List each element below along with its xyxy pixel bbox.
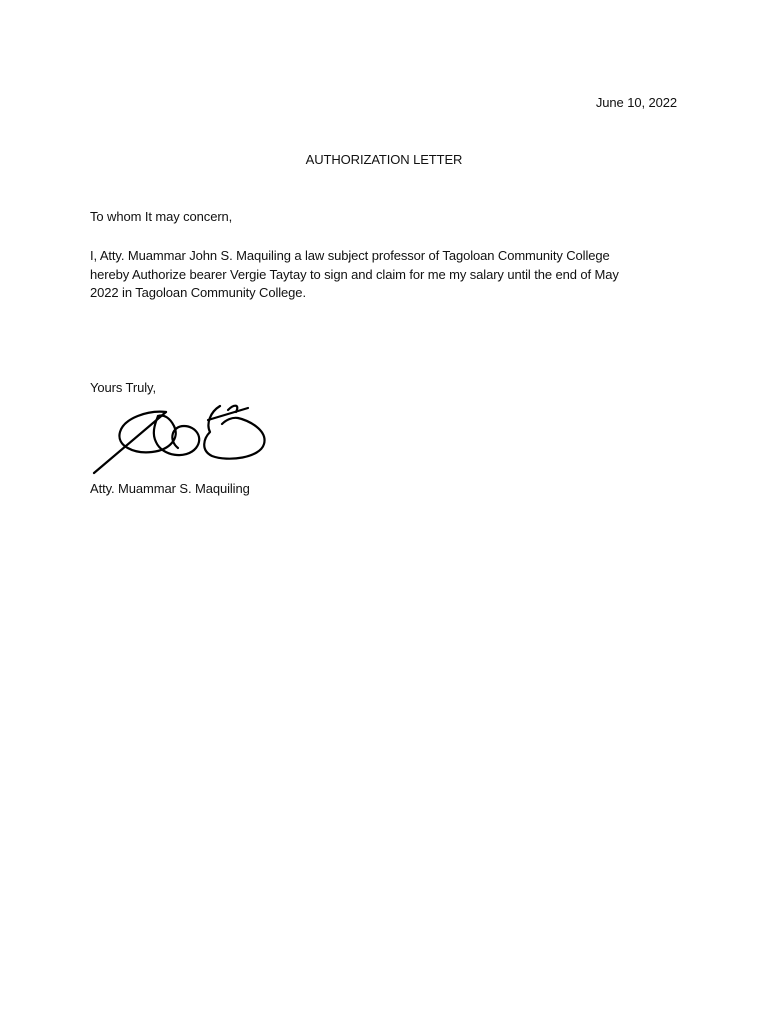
handwritten-signature-icon xyxy=(88,398,278,478)
letter-closing: Yours Truly, xyxy=(90,380,156,395)
letter-body-line: I, Atty. Muammar John S. Maquiling a law subject professor of Tagoloan Community College xyxy=(90,248,610,263)
letter-salutation: To whom It may concern, xyxy=(90,209,233,224)
letter-body-line: 2022 in Tagoloan Community College. xyxy=(90,285,306,300)
letter-date: June 10, 2022 xyxy=(595,95,677,110)
letter-heading: AUTHORIZATION LETTER xyxy=(305,152,463,167)
letter-body-line: hereby Authorize bearer Vergie Taytay to sign and claim for me my salary until the end of May xyxy=(90,266,619,282)
letter-body xyxy=(90,247,690,303)
signer-name: Atty. Muammar S. Maquiling xyxy=(90,481,250,496)
